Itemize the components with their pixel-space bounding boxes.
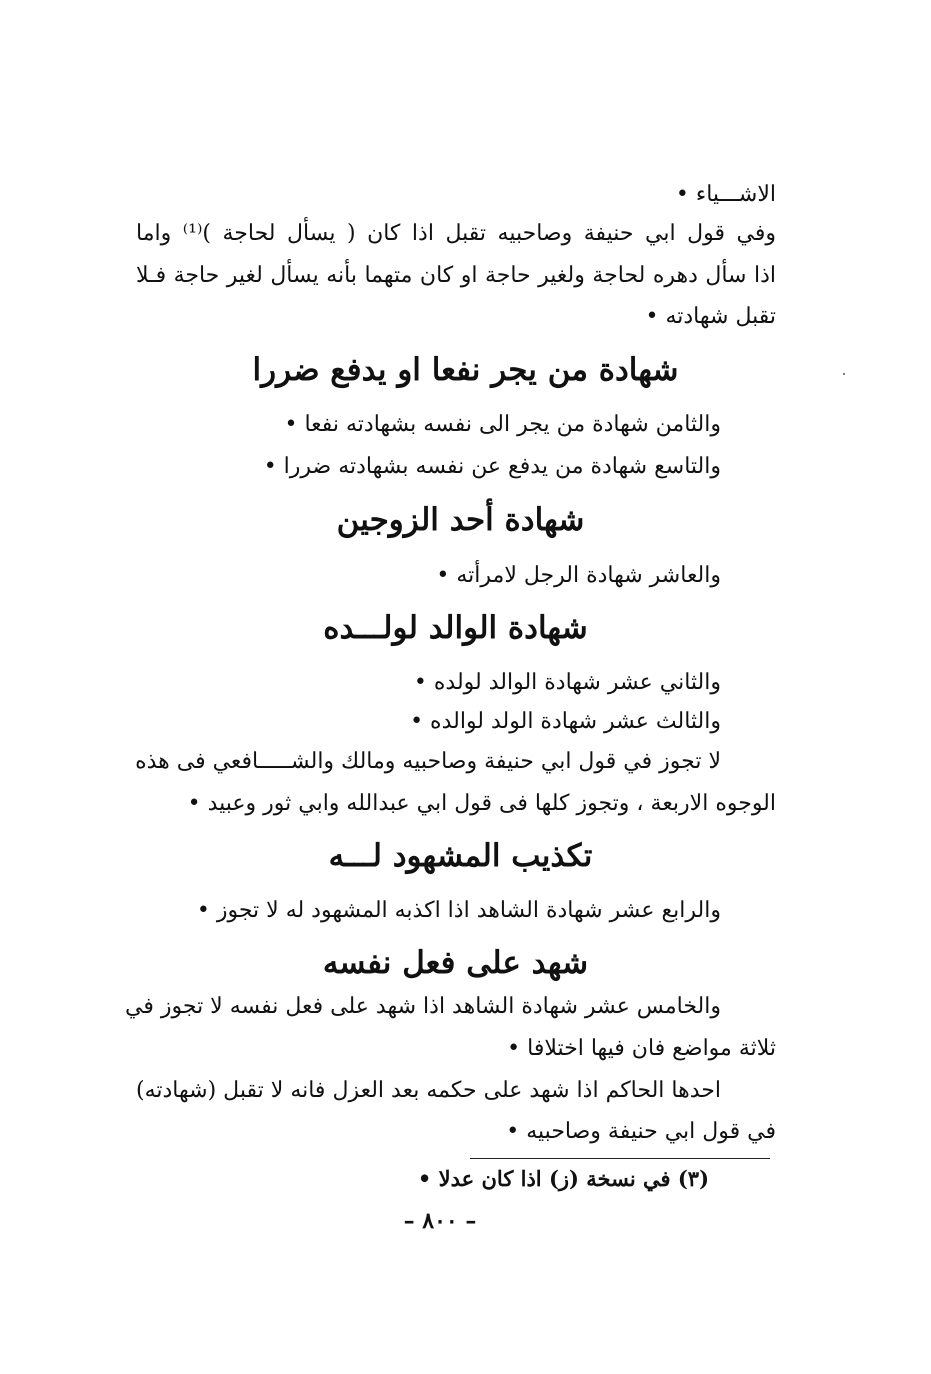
text-line: الاشـــياء • — [675, 182, 776, 207]
section-heading: شهادة من يجر نفعا او يدفع ضررا — [252, 352, 679, 388]
section-heading: شهادة أحد الزوجين — [336, 502, 585, 538]
text-line: ثلاثة مواضع فان فيها اختلافا • — [507, 1036, 776, 1061]
text-line: احدها الحاكم اذا شهد على حكمه بعد العزل فانه لا تقبل (شهادته) — [136, 1078, 721, 1103]
page-number: – ٨٠٠ – — [403, 1208, 477, 1234]
text-line: في قول ابي حنيفة وصاحبيه • — [506, 1119, 776, 1144]
section-heading: شهد على فعل نفسه — [322, 945, 589, 981]
text-line: والثالث عشر شهادة الولد لوالده • — [410, 709, 721, 734]
text-line: والرابع عشر شهادة الشاهد اذا اكذبه المشهود له لا تجوز • — [196, 898, 721, 923]
text-line: اذا سأل دهره لحاجة ولغير حاجة او كان متهما بأنه يسأل لغير حاجة فـلا — [136, 263, 776, 288]
text-line: والتاسع شهادة من يدفع عن نفسه بشهادته ضررا • — [263, 454, 721, 479]
text-line: تقبل شهادته • — [645, 304, 776, 329]
text-line: والثاني عشر شهادة الوالد لولده • — [413, 670, 721, 695]
text-line: والخامس عشر شهادة الشاهد اذا شهد على فعل نفسه لا تجوز في — [125, 994, 721, 1019]
text-line: وفي قول ابي حنيفة وصاحبيه تقبل اذا كان ( يسأل لحاجة )⁽¹⁾ واما — [136, 221, 776, 246]
scan-speck — [843, 373, 845, 375]
footnote-separator — [470, 1158, 770, 1159]
text-line: لا تجوز في قول ابي حنيفة وصاحبيه ومالك والشـــــافعي فى هذه — [135, 749, 721, 774]
section-heading: تكذيب المشهود لـــه — [328, 838, 593, 874]
text-line: والعاشر شهادة الرجل لامرأته • — [436, 563, 721, 588]
footnote: (٣) في نسخة (ز) اذا كان عدلا • — [417, 1166, 709, 1191]
text-line: والثامن شهادة من يجر الى نفسه بشهادته نفعا • — [284, 412, 721, 437]
text-line: الوجوه الاربعة ، وتجوز كلها فى قول ابي عبدالله وابي ثور وعبيد • — [187, 791, 776, 816]
section-heading: شهادة الوالد لولـــده — [323, 610, 588, 646]
